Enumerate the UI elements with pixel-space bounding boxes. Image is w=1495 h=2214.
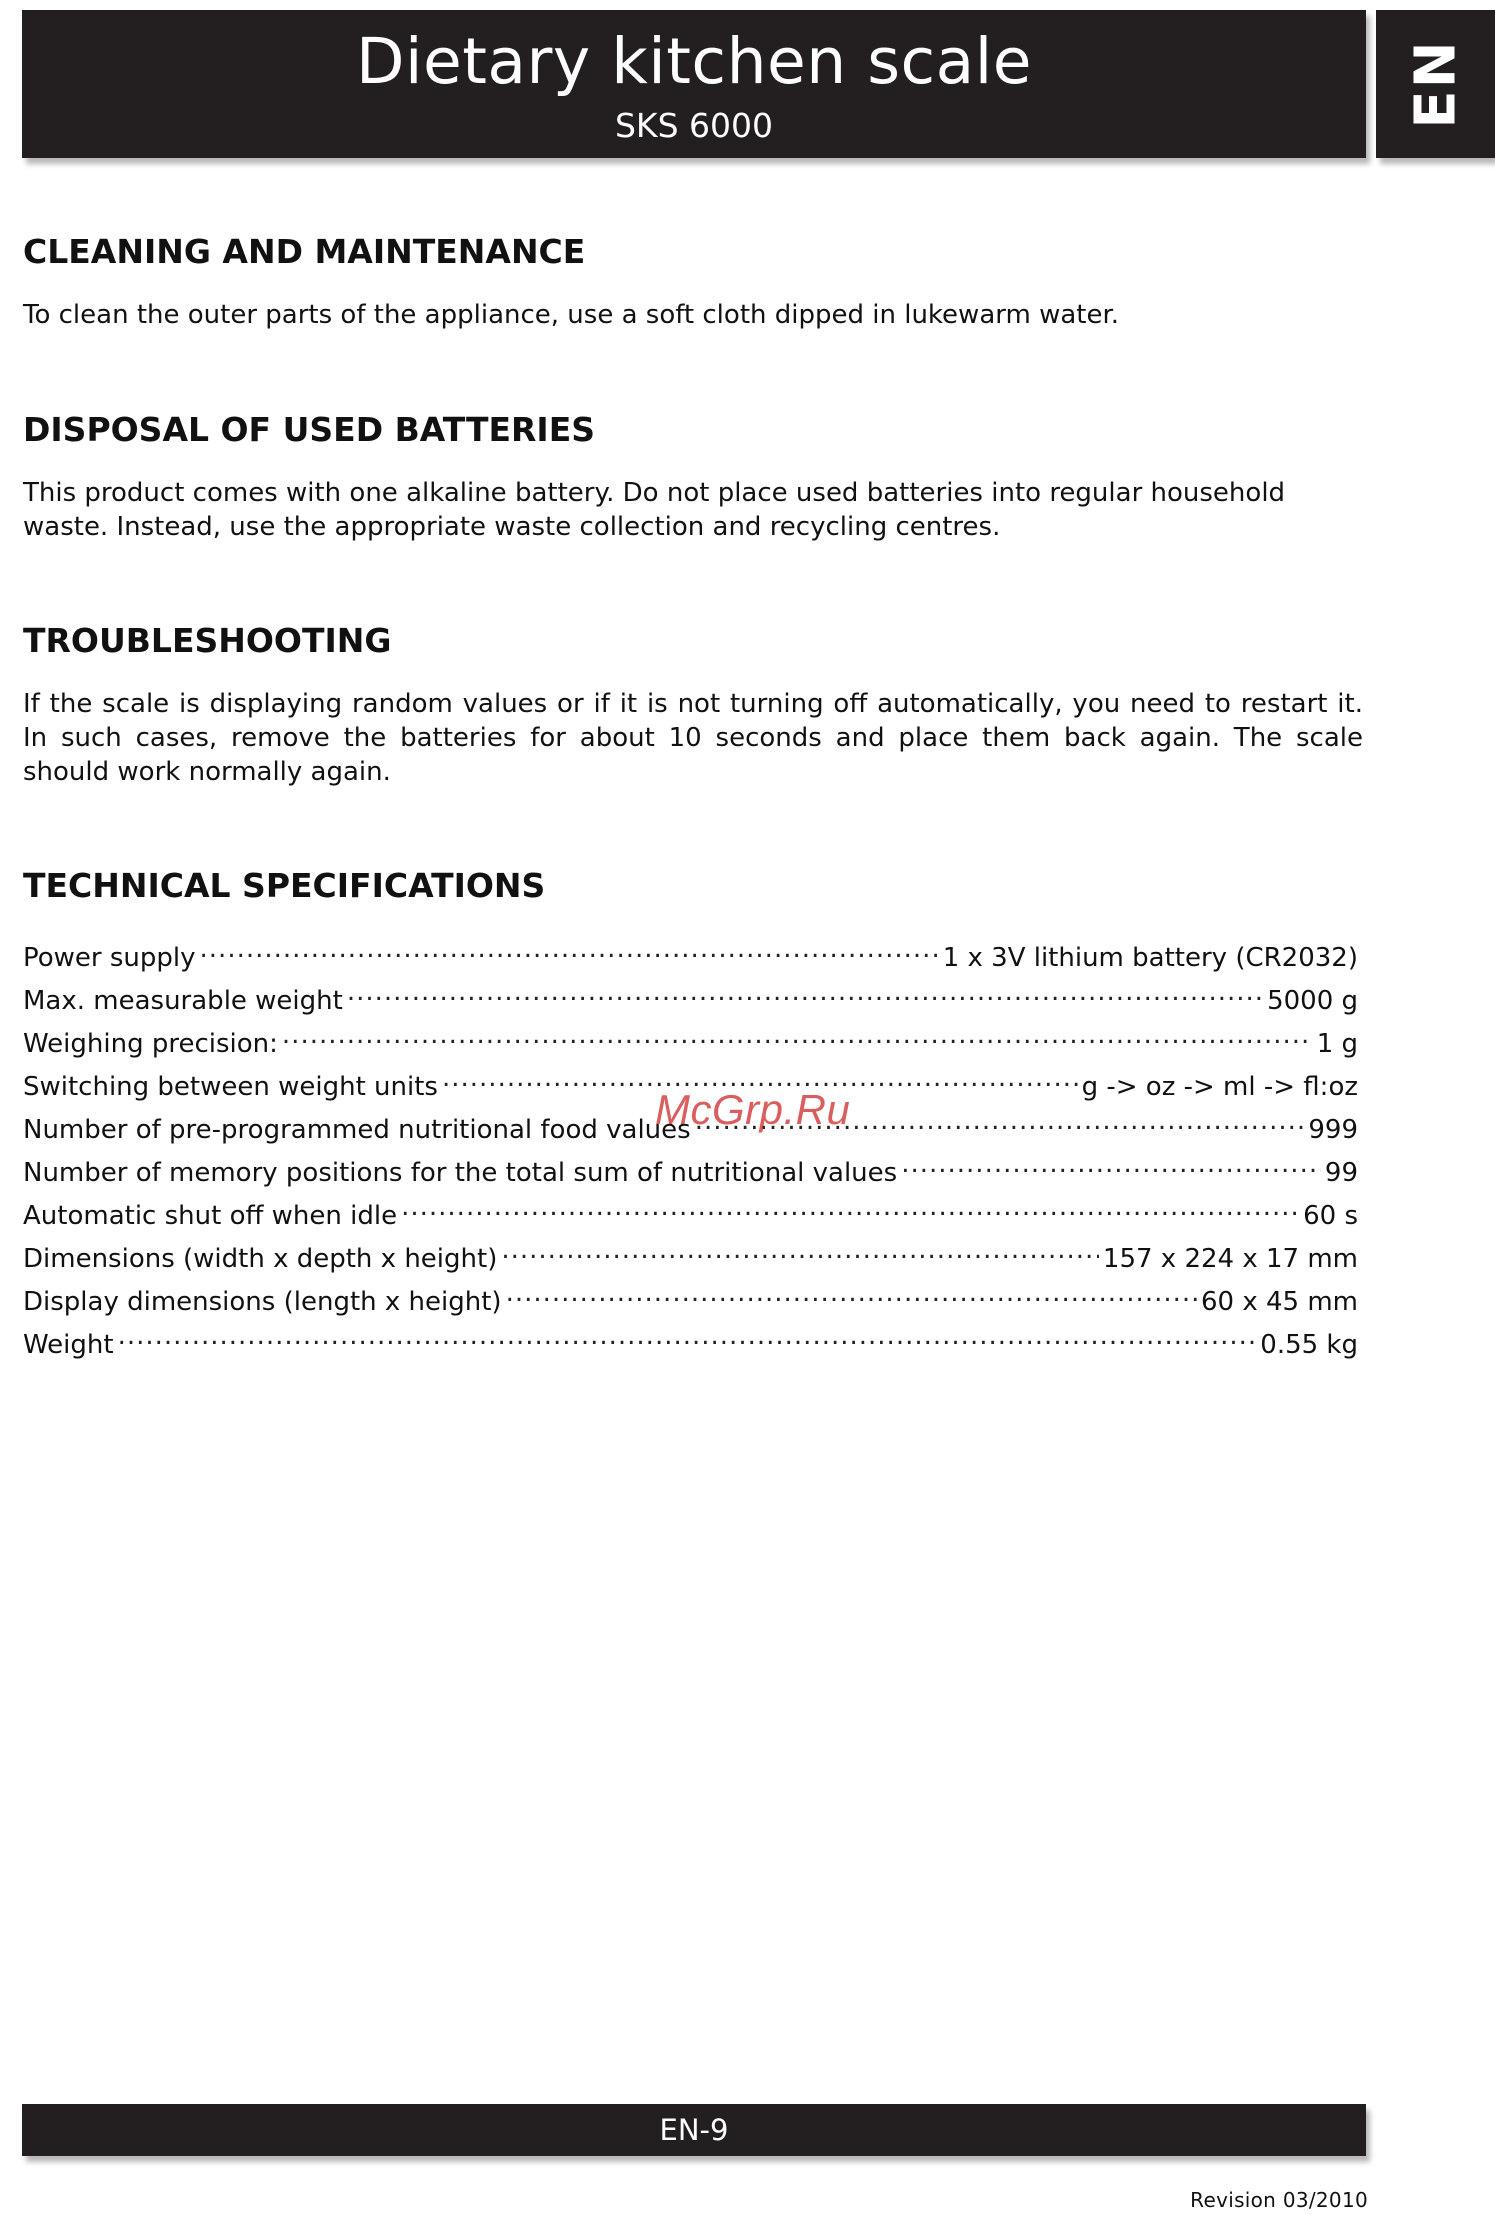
- dot-leader: [901, 1147, 1321, 1181]
- spec-label: Weighing precision:: [23, 1029, 278, 1059]
- spec-label: Switching between weight units: [23, 1072, 438, 1102]
- section-heading: CLEANING AND MAINTENANCE: [23, 232, 586, 271]
- spec-value: 0.55 kg: [1260, 1330, 1358, 1360]
- spec-value: 157 x 224 x 17 mm: [1102, 1244, 1358, 1274]
- spec-value: 99: [1324, 1158, 1358, 1188]
- section-heading: DISPOSAL OF USED BATTERIES: [23, 410, 596, 449]
- spec-row: [23, 932, 1358, 975]
- dot-leader: [501, 1233, 1099, 1267]
- language-tab: [1376, 10, 1495, 158]
- spec-row: [23, 1018, 1358, 1061]
- section-text: This product comes with one alkaline battery. Do not place used batteries into regular household waste. Instead, use the appropriate waste collection and recycling centres.: [23, 478, 1286, 542]
- section-cleaning: [23, 230, 1119, 332]
- spec-label: Number of pre-programmed nutritional food values: [23, 1115, 691, 1145]
- section-text: To clean the outer parts of the appliance, use a soft cloth dipped in lukewarm water.: [23, 300, 1120, 330]
- spec-label: Automatic shut off when idle: [23, 1201, 398, 1231]
- page-number: EN-9: [659, 2113, 729, 2147]
- dot-leader: [401, 1190, 1299, 1224]
- spec-row: [23, 1147, 1358, 1190]
- spec-value: 60 x 45 mm: [1200, 1287, 1358, 1317]
- spec-value: 60 s: [1303, 1201, 1358, 1231]
- language-label: EN: [1403, 39, 1468, 129]
- spec-value: 1 x 3V lithium battery (CR2032): [942, 943, 1358, 973]
- footer-bar: [22, 2104, 1366, 2156]
- section-text: If the scale is displaying random values or if it is not turning off automatically, you need to restart it. In such cases, remove the batteries for about 10 seconds and place them back again. The scale should work normally again.: [23, 689, 1363, 787]
- spec-label: Number of memory positions for the total sum of nutritional values: [23, 1158, 898, 1188]
- dot-leader: [118, 1319, 1257, 1353]
- section-heading: TROUBLESHOOTING: [23, 621, 392, 660]
- dot-leader: [282, 1018, 1313, 1052]
- spec-label: Power supply: [23, 943, 196, 973]
- spec-row: [23, 1276, 1358, 1319]
- watermark: McGrp.Ru: [655, 1086, 851, 1133]
- section-disposal: [23, 408, 1363, 544]
- section-heading: TECHNICAL SPECIFICATIONS: [23, 866, 546, 905]
- header-bar: [22, 10, 1366, 158]
- spec-label: Max. measurable weight: [23, 986, 343, 1016]
- dot-leader: [506, 1276, 1197, 1310]
- spec-row: [23, 1319, 1358, 1362]
- model-number: SKS 6000: [614, 106, 773, 145]
- spec-label: Dimensions (width x depth x height): [23, 1244, 498, 1274]
- spec-list: [23, 932, 1358, 1362]
- revision-label: Revision 03/2010: [1190, 2188, 1368, 2212]
- spec-value: 5000 g: [1267, 986, 1358, 1016]
- dot-leader: [200, 932, 939, 966]
- dot-leader: [347, 975, 1263, 1009]
- spec-value: 999: [1308, 1115, 1358, 1145]
- spec-row: [23, 975, 1358, 1018]
- section-troubleshooting: [23, 619, 1363, 789]
- spec-row: [23, 1190, 1358, 1233]
- spec-label: Display dimensions (length x height): [23, 1287, 502, 1317]
- spec-value: g -> oz -> ml -> fl:oz: [1081, 1072, 1358, 1102]
- spec-row: [23, 1233, 1358, 1276]
- document-title: Dietary kitchen scale: [355, 25, 1033, 98]
- spec-value: 1 g: [1316, 1029, 1358, 1059]
- spec-label: Weight: [23, 1330, 114, 1360]
